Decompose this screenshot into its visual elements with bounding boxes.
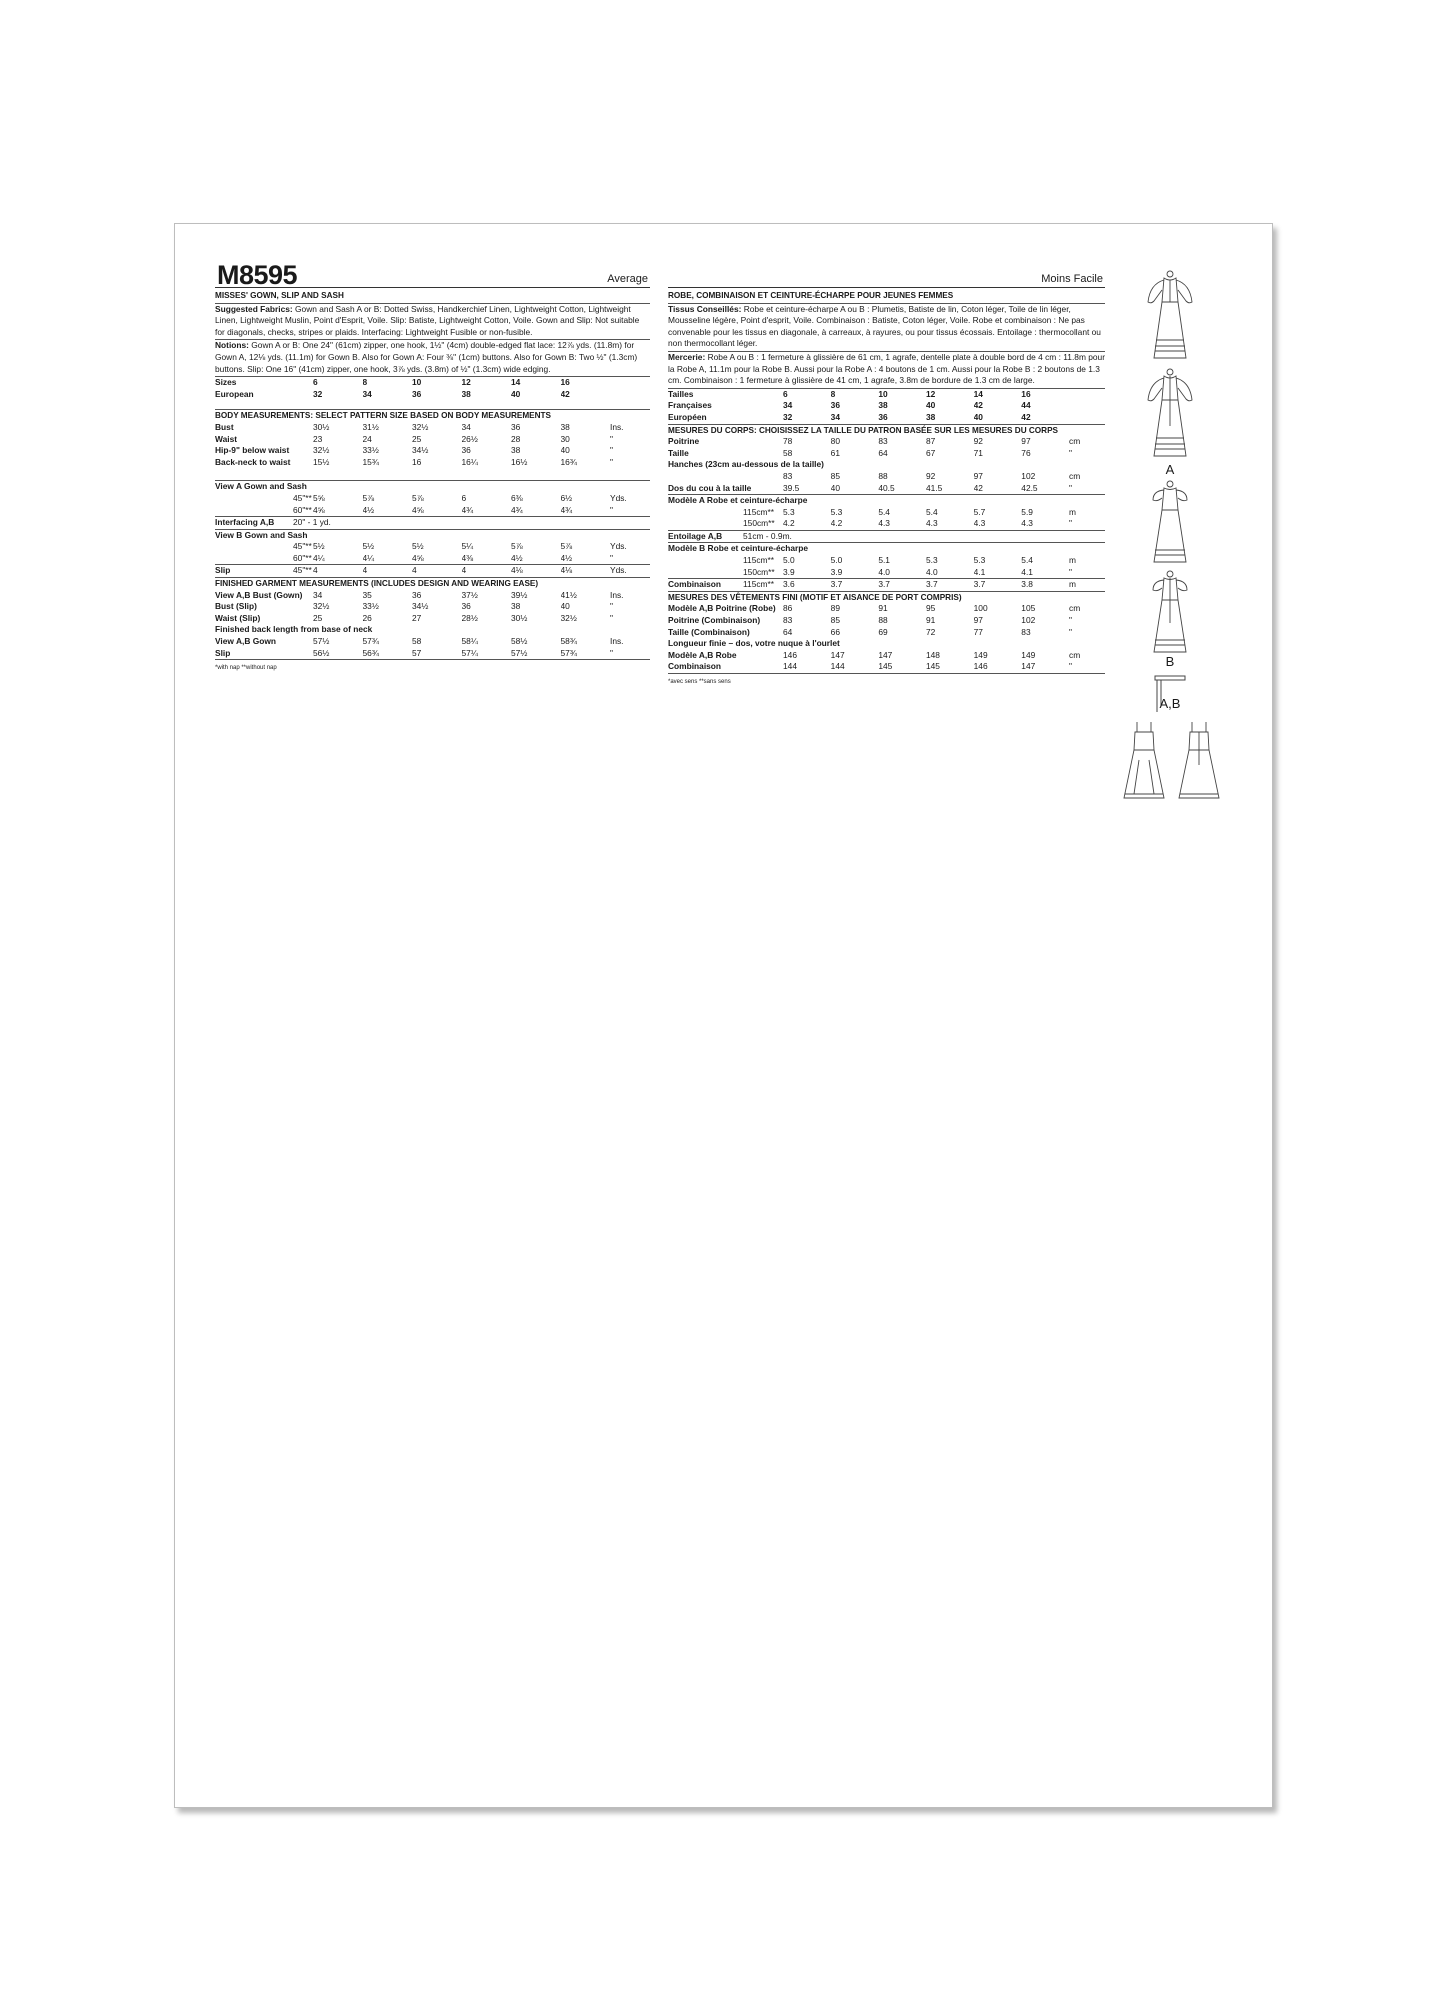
english-title: MISSES' GOWN, SLIP AND SASH: [215, 291, 344, 300]
slip-front-icon: [1120, 720, 1168, 802]
table-row: View A,B Bust (Gown) 34 35 36 37½ 39½ 41½ Ins.: [215, 589, 624, 600]
table-row: Bust 30½ 31½ 32½ 34 36 38 Ins.: [215, 421, 624, 432]
table-row: Combinaison 115cm** 3.6 3.7 3.7 3.7 3.7 3.8 m: [668, 579, 1105, 592]
table-row: Bust (Slip) 32½ 33½ 34½ 36 38 40 ": [215, 601, 613, 612]
table-row: 115cm** 5.3 5.3 5.4 5.4 5.7 5.9 m: [743, 506, 1076, 517]
gown-a-front-icon: [1142, 268, 1198, 363]
french-footnote: *avec sens **sans sens: [668, 679, 731, 685]
table-row: Interfacing A,B 20" - 1 yd.: [215, 517, 650, 530]
french-view-b-label: Modèle B Robe et ceinture-écharpe: [668, 543, 809, 554]
french-notions: Mercerie: Robe A ou B : 1 fermeture à glissière de 61 cm, 1 agrafe, dentelle plate à double bord de 4 cm : 11.8m pour la Robe A, 11.1m pour la Robe B. Aussi pour la Robe A : 4 boutons de 1 cm. Aussi pour la Robe B : 2 boutons de 1.3 cm. Combinaison : 1 fermeture à glissière de 41 cm, 1 agrafe, 3.8m de bordure de 1.3 cm de large.: [668, 351, 1106, 386]
table-row: 150cm** 3.9 3.9 4.0 4.0 4.1 4.1 ": [668, 567, 1105, 579]
table-row: 60"** 4¼ 4¼ 4⅝ 4⅜ 4½ 4½ ": [215, 553, 650, 565]
table-row: 45"** 5⅝ 5⅞ 5⅞ 6 6⅜ 6½ Yds.: [293, 492, 627, 503]
table-row: Waist 23 24 25 26½ 28 30 ": [215, 433, 613, 444]
table-row: 115cm** 5.0 5.0 5.1 5.3 5.3 5.4 m: [743, 555, 1076, 566]
english-back-length-label: Finished back length from base of neck: [215, 624, 373, 635]
french-difficulty-label: Moins Facile: [1041, 273, 1103, 286]
english-view-a-label: View A Gown and Sash: [215, 481, 307, 492]
table-row: Taille 58 61 64 67 71 76 ": [668, 447, 1072, 458]
gown-b-front-icon: [1145, 478, 1195, 566]
table-row: 60"** 4⅝ 4½ 4⅝ 4¾ 4¾ 4¾ ": [215, 505, 650, 517]
french-fabrics: Tissus Conseillés: Robe et ceinture-écharpe A ou B : Plumetis, Batiste de lin, Coton léger, Toile de lin léger, Mousseline légère, Point d'esprit, Voile. Combinaison : Batiste, Coton léger, Voile. Robe et combinaison : Ne pas convenable pour les tissus en diagonale, à carreaux, à rayures, ou pour tissus écossais. Entoilage : thermocollant ou non thermocollant léger.: [668, 303, 1105, 350]
table-row: Modèle A,B Poitrine (Robe) 86 89 91 95 100 105 cm: [668, 603, 1081, 614]
table-row: Modèle A,B Robe 146 147 147 148 149 149 cm: [668, 649, 1081, 660]
french-title: ROBE, COMBINAISON ET CEINTURE-ÉCHARPE POUR JEUNES FEMMES: [668, 291, 954, 300]
table-row: Tailles 6 8 10 12 14 16: [668, 388, 1031, 399]
english-column: [215, 260, 650, 675]
french-column: [668, 265, 1105, 689]
table-row: Combinaison 144 144 145 145 146 147 ": [668, 661, 1105, 673]
english-body-heading: BODY MEASUREMENTS: SELECT PATTERN SIZE BASED ON BODY MEASUREMENTS: [215, 411, 552, 421]
english-fabrics: Suggested Fabrics: Gown and Sash A or B: Dotted Swiss, Handkerchief Linen, Lightweight Cotton, Lightweight Linen, Lightweight Muslin, Point d'Esprit, Voile. Slip: Batiste, Lightweight Cotton, Voile. Gown and Slip: Not suitable for diagonals, checks, stripes or plaids. Interfacing: Lightweight Fusible or non-fusible.: [215, 303, 650, 339]
french-finished-heading: MESURES DES VÊTEMENTS FINI (MOTIF ET AISANCE DE PORT COMPRIS): [668, 592, 962, 602]
table-row: Dos du cou à la taille 39.5 40 40.5 41.5 42 42.5 ": [668, 483, 1105, 495]
table-row: Françaises 34 36 38 40 42 44: [668, 400, 1031, 411]
view-a-label: A: [1165, 462, 1175, 477]
table-row: European 32 34 36 38 40 42: [215, 388, 570, 399]
english-finished-heading: FINISHED GARMENT MEASUREMENTS (INCLUDES DESIGN AND WEARING EASE): [215, 579, 539, 589]
slip-back-icon: [1175, 720, 1223, 802]
french-back-length-label: Longueur finie – dos, votre nuque à l'ourlet: [668, 638, 840, 649]
french-header: [668, 265, 1105, 288]
view-b-label: B: [1165, 654, 1175, 669]
table-row: Waist (Slip) 25 26 27 28½ 30½ 32½ ": [215, 612, 613, 623]
pattern-number: M8595: [217, 260, 298, 290]
table-row: 45"** 5½ 5½ 5½ 5¼ 5⅞ 5⅞ Yds.: [293, 541, 627, 552]
table-row: Slip 56½ 56¾ 57 57¼ 57½ 57¾ ": [215, 648, 650, 660]
table-row: View A,B Gown 57½ 57¾ 58 58¼ 58½ 58¾ Ins.: [215, 636, 624, 647]
gown-b-back-icon: [1145, 568, 1195, 656]
view-ab-label: A,B: [1159, 696, 1181, 711]
table-row: 83 85 88 92 97 102 cm: [783, 470, 1081, 481]
table-row: Sizes 6 8 10 12 14 16: [215, 377, 570, 388]
english-header: [215, 260, 650, 290]
table-row: Poitrine 78 80 83 87 92 97 cm: [668, 436, 1081, 447]
table-row: 150cm** 4.2 4.2 4.3 4.3 4.3 4.3 ": [668, 518, 1105, 530]
english-view-b-label: View B Gown and Sash: [215, 529, 308, 540]
french-body-heading: MESURES DU CORPS: CHOISISSEZ LA TAILLE DU PATRON BASÉE SUR LES MESURES DU CORPS: [668, 425, 1058, 435]
gown-a-back-icon: [1142, 366, 1198, 461]
english-size-table: [215, 376, 650, 660]
table-row: Back-neck to waist 15½ 15¾ 16 16¼ 16½ 16¾ ": [215, 456, 613, 467]
table-row: Taille (Combinaison) 64 66 69 72 77 83 ": [668, 626, 1072, 637]
table-row: Poitrine (Combinaison) 83 85 88 91 97 102 ": [668, 615, 1072, 626]
table-row: Européen 32 34 36 38 40 42: [668, 412, 1105, 424]
french-size-table: Tailles 6 8 10 12 14 16 Françaises 34 36 38 40 42 44 Européen 32 34 36 38 40 42 MESURES DU CORPS: CHOISISSEZ LA TAILLE DU PATRON BASÉE SUR LES MESURES DU CORPS Poitrine 78 80 83 87 92 97 cm Taille 58 61 64 67 71 76 " Hanches (23cm au-dessous de la taille) 83 85 88 92 97 102 cm Dos du cou à la taille 39.5 40 40.5 41.5 42 42.5 " Modèle A Robe et ceinture-écharpe 115cm** 5.3 5.3 5.4 5.4 5.7 5.9 m 150cm** 4.2 4.2 4.3 4.3 4.3 4.3 " Entoilage A,B 51cm - 0.9m. Modèle B Robe et ceinture-écharpe 115cm** 5.0 5.0 5.1 5.3 5.3 5.4 m 150cm** 3.9 3.9 4.0 4.0 4.1 4.1 " Combinaison 115cm** 3.6 3.7 3.7 3.7 3.7 3.8 m MESURES DES VÊTEMENTS FINI (MOTIF ET AISANCE DE PORT COMPRIS) Modèle A,B Poitrine (Robe) 86 89 91 95 100 105 cm Poitrine (Combinaison) 83 85 88 91 97 102 " Taille (Combinaison) 64 66 69 72 77 83 " Longueur finie – dos, votre nuque à l'ourlet Modèle A,B Robe 146 147 147 148 149 149 cm Combinaison 144 144 145 145 146 147 ": [668, 388, 1105, 674]
table-row: Entoilage A,B 51cm - 0.9m.: [668, 530, 1105, 543]
table-row: Slip 45"** 4 4 4 4 4⅛ 4⅛ Yds.: [215, 565, 650, 578]
english-notions: Notions: Gown A or B: One 24" (61cm) zipper, one hook, 1½" (4cm) double-edged flat lace: 12⅞ yds. (11.8m) for Gown A, 12⅛ yds. (11.1m) for Gown B. Also for Gown A: Four ⅜" (1cm) buttons. Also for Gown B: Two ½" (1.3cm) buttons. Slip: One 16" (41cm) zipper, one hook, 3⅞ yds. (3.8m) of ½" (1.3cm) wide edging.: [215, 339, 650, 375]
english-footnote: *with nap **without nap: [215, 665, 277, 672]
french-view-a-label: Modèle A Robe et ceinture-écharpe: [668, 495, 808, 506]
difficulty-label: Average: [607, 273, 648, 286]
table-row: Hip-9" below waist 32½ 33½ 34½ 36 38 40 ": [215, 445, 613, 456]
